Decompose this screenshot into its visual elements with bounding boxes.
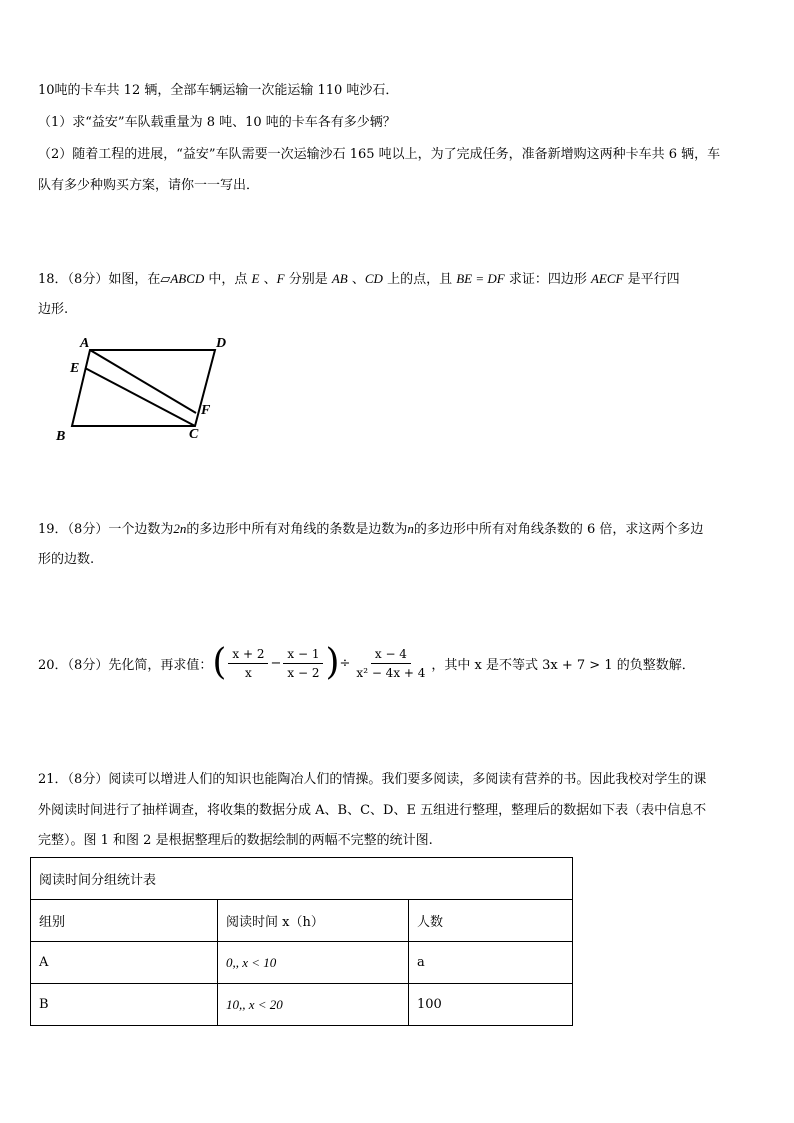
q18-text-line1: 18．（8分）如图，在▱ABCD 中，点 E 、F 分别是 AB 、CD 上的点，且 BE = DF 求证：四边形 AECF 是平行四 — [38, 271, 680, 287]
table-row: A 0,, x < 10 a — [31, 942, 573, 984]
q17-part2-line2: 队有多少种购买方案，请你一一写出． — [38, 178, 260, 193]
label-d: D — [216, 336, 227, 351]
fraction-1: $\frac{x + 2}{x}$ — [228, 647, 268, 680]
fraction-3: $\frac{x - 4}{\text{x² − 4x + 4}}$ — [356, 646, 426, 680]
q21-text-line1: 21．（8分）阅读可以增进人们的知识也能陶冶人们的情操。我们要多阅读，多阅读有营养的书。因此我校对学生的课 — [38, 772, 707, 787]
reading-time-table — [30, 857, 573, 1026]
q21-text-line3: 完整）。图 1 和图 2 是根据整理后的数据绘制的两幅不完整的统计图. — [38, 833, 433, 848]
q20-expression: 20．（8分）先化简，再求值： ( $\frac{x + 2}{x}$ − $\frac{x - 1}{x - 2}$ ) ÷ $\frac{x - 4}{\text{x² − 4x + 4}}$ ，其中 x 是不等式 3x + 7 > 1 的负整数解． — [38, 642, 695, 683]
segment-ec — [85, 368, 195, 426]
label-e: E — [70, 361, 80, 376]
header-group: 组别 — [31, 900, 218, 942]
table-header-row — [31, 900, 573, 942]
q18-text-line2: 边形. — [38, 302, 69, 317]
fraction-2: $\frac{x - 1}{x - 2}$ — [283, 647, 323, 680]
q21-text-line2: 外阅读时间进行了抽样调查，将收集的数据分成 A、B、C、D、E 五组进行整理，整理后的数据如下表（表中信息不 — [38, 803, 707, 818]
table-row: B 10,, x < 20 100 — [31, 984, 573, 1026]
parallelogram-figure — [50, 330, 240, 450]
q17-part1: （1）求“益安”车队载重量为 8 吨、10 吨的卡车各有多少辆？ — [38, 115, 396, 130]
label-c: C — [189, 427, 199, 442]
label-b: B — [56, 429, 66, 444]
q19-text-line2: 形的边数. — [38, 552, 95, 567]
table-title: 阅读时间分组统计表 — [31, 858, 573, 900]
header-count: 人数 — [409, 900, 573, 942]
label-a: A — [80, 336, 90, 351]
parallelogram-abcd — [72, 350, 215, 426]
q17-part2-line1: （2）随着工程的进展，“益安”车队需要一次运输沙石 165 吨以上，为了完成任务，准备新增购这两种卡车共 6 辆，车 — [38, 147, 721, 162]
segment-af-side — [90, 350, 196, 413]
table-title-row — [31, 858, 573, 900]
label-f: F — [201, 403, 211, 418]
q19-text-line1: 19．（8分）一个边数为2n的多边形中所有对角线的条数是边数为n的多边形中所有对角线条数的 6 倍，求这两个多边 — [38, 521, 704, 537]
header-time: 阅读时间 x（h） — [218, 900, 409, 942]
q17-text-line1: 10吨的卡车共 12 辆，全部车辆运输一次能运输 110 吨沙石． — [38, 83, 399, 98]
